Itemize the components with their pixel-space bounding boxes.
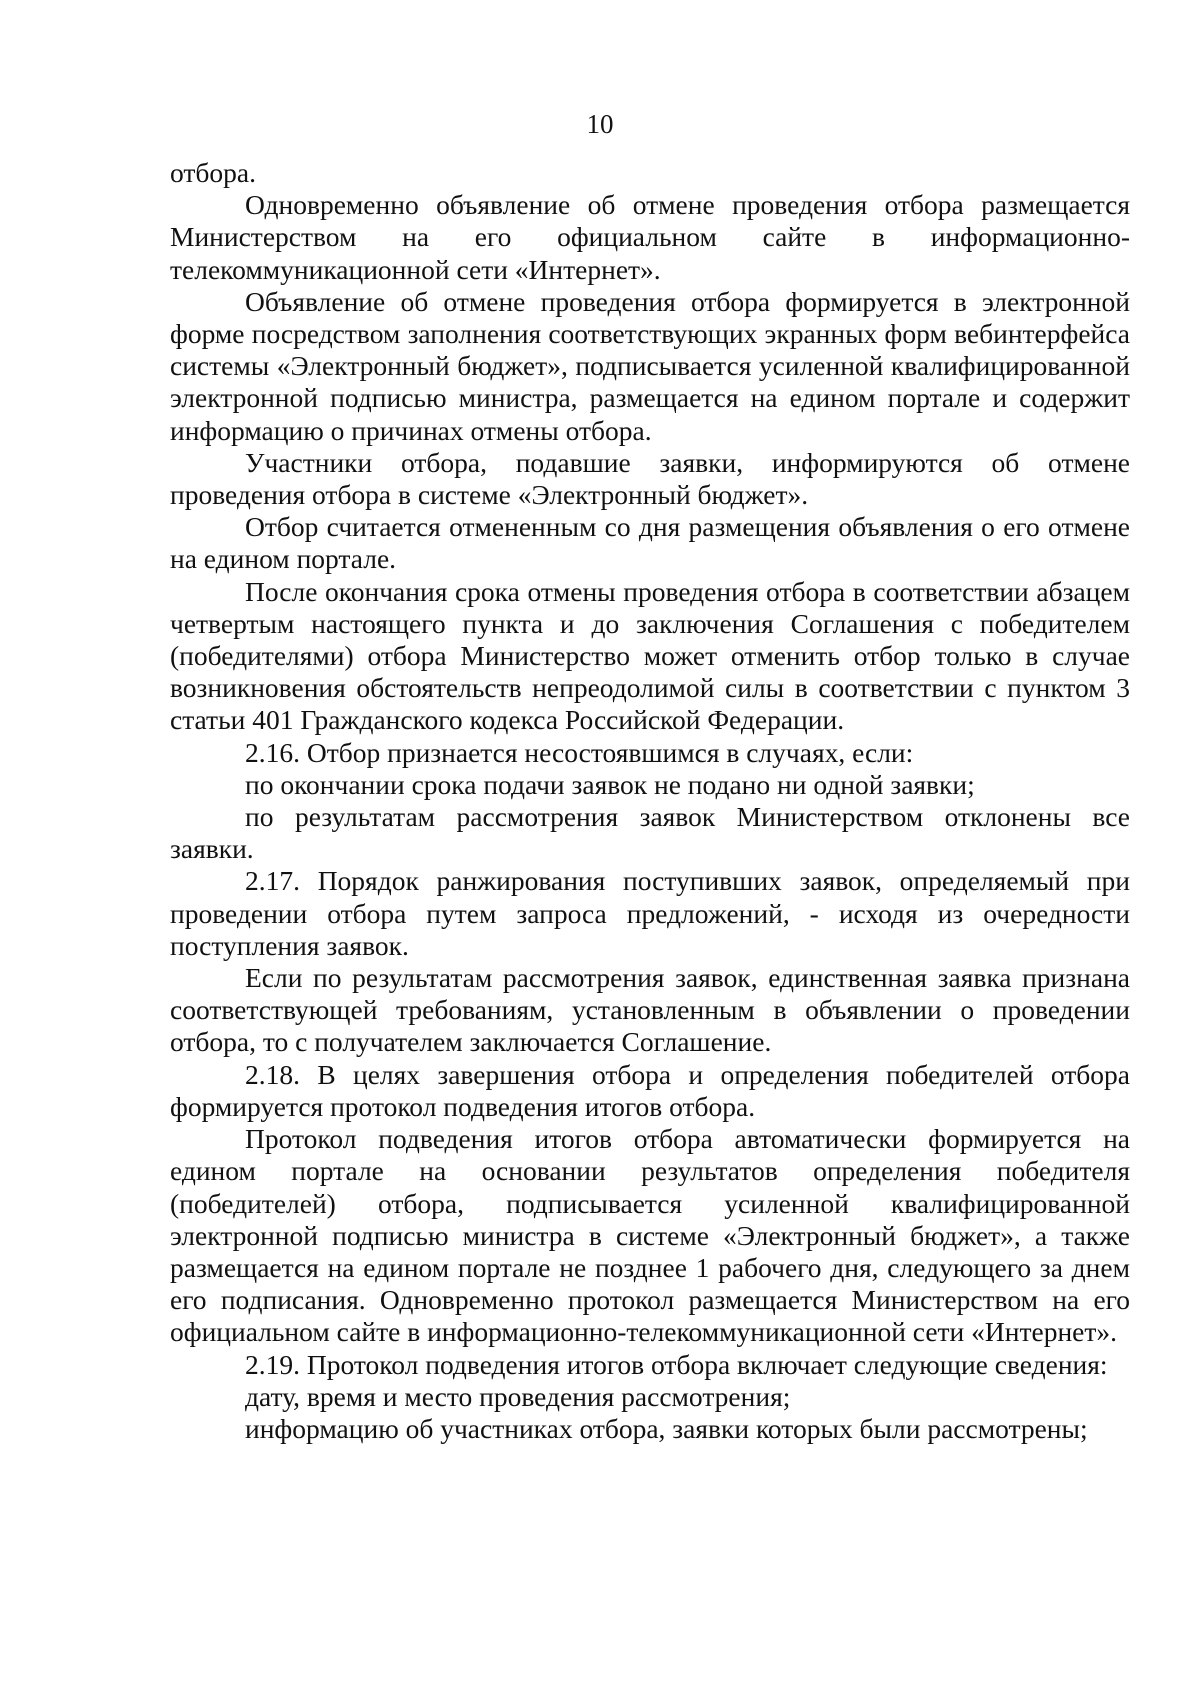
paragraph: После окончания срока отмены проведения отбора в соответствии абзацем четвертым настоящего пункта и до заключения Соглашения с победителем (победителями) отбора Министерство может отменить отбор только в случае возникновения обстоятельств непреодолимой силы в соответствии с пунктом 3 статьи 401 Гражданского кодекса Российской Федерации. [170,575,1130,736]
paragraph: Участники отбора, подавшие заявки, информируются об отмене проведения отбора в системе «Электронный бюджет». [170,446,1130,511]
paragraph: Протокол подведения итогов отбора автоматически формируется на едином портале на основании результатов определения победителя (победителей) отбора, подписывается усиленной квалифицированной электронной подписью министра в системе «Электронный бюджет», а также размещается на едином портале не позднее 1 рабочего дня, следующего за днем его подписания. Одновременно протокол размещается Министерством на его официальном сайте в информационно-телекоммуникационной сети «Интернет». [170,1123,1130,1348]
paragraph: дату, время и место проведения рассмотрения; [245,1380,791,1412]
paragraph-clause-2-18: 2.18. В целях завершения отбора и определения победителей отбора формируется протокол подведения итогов отбора. [170,1058,1130,1122]
paragraph-continuation: отбора. [170,157,256,188]
paragraph-clause-2-19: 2.19. Протокол подведения итогов отбора включает следующие сведения: [245,1348,1108,1380]
document-body [170,157,1130,1445]
paragraph: Если по результатам рассмотрения заявок, единственная заявка признана соответствующей требованиям, установленным в объявлении о проведении отбора, то с получателем заключается Соглашение. [170,962,1130,1058]
paragraph: по окончании срока подачи заявок не подано ни одной заявки; [245,768,975,800]
paragraph: Отбор считается отмененным со дня размещения объявления о его отмене на едином портале. [170,511,1130,575]
paragraph-clause-2-16: 2.16. Отбор признается несостоявшимся в случаях, если: [245,736,914,768]
paragraph: информацию об участниках отбора, заявки которых были рассмотрены; [245,1412,1088,1444]
paragraph: Одновременно объявление об отмене проведения отбора размещается Министерством на его официальном сайте в информационно-телекоммуникационной сети «Интернет». [170,189,1130,285]
paragraph: Объявление об отмене проведения отбора формируется в электронной форме посредством заполнения соответствующих экранных форм вебинтерфейса системы «Электронный бюджет», подписывается усиленной квалифицированной электронной подписью министра, размещается на едином портале и содержит информацию о причинах отмены отбора. [170,285,1130,446]
paragraph: по результатам рассмотрения заявок Министерством отклонены все заявки. [170,801,1130,865]
paragraph-clause-2-17: 2.17. Порядок ранжирования поступивших заявок, определяемый при проведении отбора путем запроса предложений, - исходя из очередности поступления заявок. [170,865,1130,961]
page-number: 10 [586,109,614,139]
